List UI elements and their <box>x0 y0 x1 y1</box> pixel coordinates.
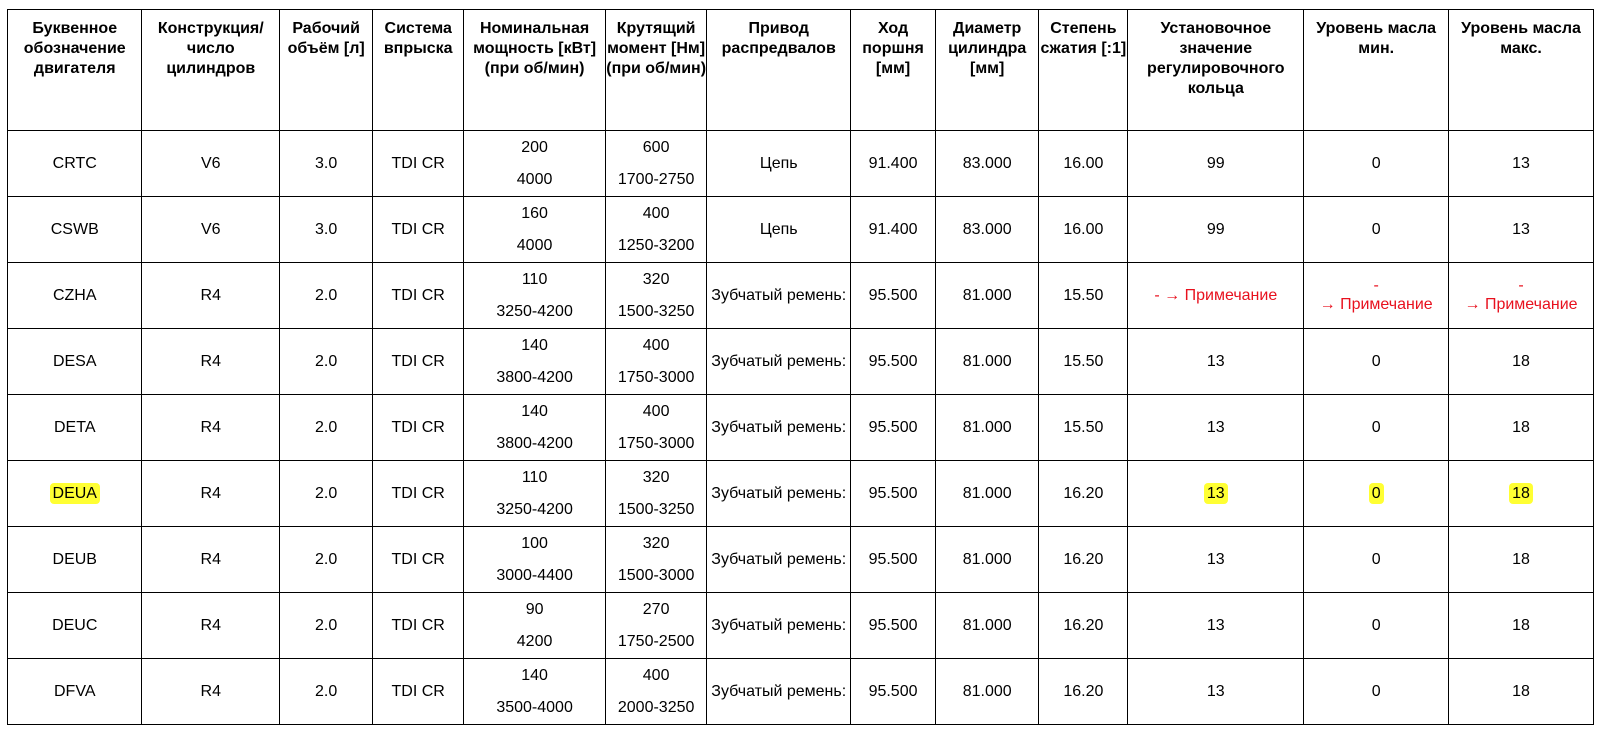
compression-cell: 15.50 <box>1039 263 1128 329</box>
power-cell-rpm: 3800-4200 <box>496 368 573 386</box>
power-cell-value: 110 <box>521 468 548 486</box>
engine-code-cell <box>8 461 142 527</box>
header-compression: Степень сжатия [:1] <box>1039 10 1128 131</box>
ring-setting-cell: 99 <box>1128 131 1304 197</box>
cam-drive-cell: Зубчатый ремень: <box>707 263 851 329</box>
oil-max-cell: 18 <box>1449 593 1594 659</box>
ring-setting-cell: 13 <box>1128 329 1304 395</box>
stroke-cell: 95.500 <box>851 527 936 593</box>
stroke-cell: 95.500 <box>851 461 936 527</box>
power-cell-value: 90 <box>525 600 544 618</box>
power-cell <box>464 197 606 263</box>
compression-cell: 16.20 <box>1039 461 1128 527</box>
bore-cell: 81.000 <box>935 527 1038 593</box>
header-engine-code: Буквенное обозначение двигателя <box>8 10 142 131</box>
volume-cell: 2.0 <box>280 329 373 395</box>
oil-min-cell-highlight: 0 <box>1369 483 1384 504</box>
power-cell-value: 100 <box>521 534 548 552</box>
oil-max-cell: 18 <box>1449 659 1594 725</box>
cam-drive-cell: Зубчатый ремень: <box>707 659 851 725</box>
torque-cell-rpm: 1500-3000 <box>617 566 695 584</box>
engine-code-cell: DEUB <box>8 527 142 593</box>
oil-min-cell: 0 <box>1304 131 1449 197</box>
note-dash: - <box>1518 276 1524 294</box>
power-cell-value: 140 <box>521 402 548 420</box>
note-text: → Примечание <box>1464 295 1578 313</box>
engine-specs-table <box>7 9 1594 725</box>
note-dash: - <box>1154 287 1160 304</box>
power-cell <box>464 263 606 329</box>
torque-cell <box>605 527 706 593</box>
cam-drive-cell: Цепь <box>707 131 851 197</box>
injection-cell: TDI CR <box>373 263 464 329</box>
cam-drive-cell: Зубчатый ремень: <box>707 527 851 593</box>
torque-cell-value: 320 <box>642 270 670 288</box>
power-cell <box>464 329 606 395</box>
design-cell: R4 <box>142 527 280 593</box>
table-row <box>8 395 1594 461</box>
note-text: → Примечание <box>1319 295 1433 313</box>
torque-cell <box>605 329 706 395</box>
engine-code-cell: DEUC <box>8 593 142 659</box>
torque-cell <box>605 395 706 461</box>
cam-drive-cell: Цепь <box>707 197 851 263</box>
stroke-cell: 91.400 <box>851 131 936 197</box>
power-cell-value: 200 <box>521 138 548 156</box>
stroke-cell: 95.500 <box>851 329 936 395</box>
torque-cell-value: 400 <box>642 666 670 684</box>
injection-cell: TDI CR <box>373 461 464 527</box>
engine-code-cell: DESA <box>8 329 142 395</box>
injection-cell: TDI CR <box>373 395 464 461</box>
oil-min-cell: 0 <box>1304 329 1449 395</box>
ring-setting-cell: 13 <box>1128 593 1304 659</box>
bore-cell: 83.000 <box>935 131 1038 197</box>
injection-cell: TDI CR <box>373 131 464 197</box>
injection-cell: TDI CR <box>373 329 464 395</box>
header-bore: Диаметр цилиндра [мм] <box>935 10 1038 131</box>
note-link[interactable] <box>1304 277 1448 315</box>
power-cell <box>464 395 606 461</box>
oil-max-cell: 18 <box>1449 329 1594 395</box>
note-link[interactable] <box>1154 287 1277 304</box>
power-cell-value: 140 <box>521 336 548 354</box>
power-cell-value: 140 <box>521 666 548 684</box>
bore-cell: 81.000 <box>935 329 1038 395</box>
engine-code-cell: CZHA <box>8 263 142 329</box>
oil-min-cell <box>1304 461 1449 527</box>
table-header-row <box>8 10 1594 131</box>
header-stroke: Ход поршня [мм] <box>851 10 936 131</box>
power-cell-value: 160 <box>521 204 548 222</box>
ring-setting-cell <box>1128 461 1304 527</box>
header-torque: Крутящий момент [Нм] (при об/мин) <box>605 10 706 131</box>
power-cell <box>464 659 606 725</box>
cam-drive-cell: Зубчатый ремень: <box>707 593 851 659</box>
design-cell: R4 <box>142 593 280 659</box>
table-row <box>8 197 1594 263</box>
stroke-cell: 95.500 <box>851 263 936 329</box>
torque-cell-rpm: 1750-3000 <box>617 434 695 452</box>
ring-setting-cell-highlight: 13 <box>1204 483 1228 504</box>
oil-min-cell: 0 <box>1304 659 1449 725</box>
injection-cell: TDI CR <box>373 659 464 725</box>
ring-setting-cell: 13 <box>1128 527 1304 593</box>
power-cell <box>464 527 606 593</box>
header-cam-drive: Привод распредвалов <box>707 10 851 131</box>
oil-min-cell: 0 <box>1304 593 1449 659</box>
ring-setting-cell <box>1128 263 1304 329</box>
torque-cell-rpm: 2000-3250 <box>617 698 695 716</box>
table-row <box>8 461 1594 527</box>
compression-cell: 16.00 <box>1039 131 1128 197</box>
compression-cell: 16.20 <box>1039 593 1128 659</box>
power-cell-rpm: 4000 <box>516 170 553 188</box>
power-cell <box>464 461 606 527</box>
power-cell-rpm: 3500-4000 <box>496 698 573 716</box>
volume-cell: 2.0 <box>280 395 373 461</box>
torque-cell-rpm: 1750-3000 <box>617 368 695 386</box>
power-cell-rpm: 4000 <box>516 236 553 254</box>
note-text: → Примечание <box>1164 287 1278 304</box>
oil-max-cell-highlight: 18 <box>1509 483 1533 504</box>
power-cell-rpm: 3800-4200 <box>496 434 573 452</box>
stroke-cell: 95.500 <box>851 659 936 725</box>
power-cell-rpm: 3250-4200 <box>496 302 573 320</box>
header-injection: Система впрыска <box>373 10 464 131</box>
injection-cell: TDI CR <box>373 197 464 263</box>
header-design: Конструкция/ число цилиндров <box>142 10 280 131</box>
engine-code-cell: DETA <box>8 395 142 461</box>
header-oil-max: Уровень масла макс. <box>1449 10 1594 131</box>
stroke-cell: 91.400 <box>851 197 936 263</box>
note-link[interactable] <box>1449 277 1593 315</box>
design-cell: V6 <box>142 131 280 197</box>
oil-max-cell: 13 <box>1449 131 1594 197</box>
oil-min-cell: 0 <box>1304 527 1449 593</box>
engine-code-cell-highlight: DEUA <box>50 483 100 504</box>
compression-cell: 15.50 <box>1039 395 1128 461</box>
torque-cell-rpm: 1500-3250 <box>617 302 695 320</box>
torque-cell <box>605 197 706 263</box>
oil-max-cell <box>1449 263 1594 329</box>
volume-cell: 3.0 <box>280 131 373 197</box>
design-cell: R4 <box>142 329 280 395</box>
bore-cell: 81.000 <box>935 593 1038 659</box>
bore-cell: 81.000 <box>935 461 1038 527</box>
ring-setting-cell: 13 <box>1128 659 1304 725</box>
design-cell: R4 <box>142 263 280 329</box>
design-cell: R4 <box>142 461 280 527</box>
torque-cell-value: 400 <box>642 204 670 222</box>
power-cell-rpm: 4200 <box>516 632 553 650</box>
torque-cell <box>605 593 706 659</box>
engine-code-cell: CSWB <box>8 197 142 263</box>
table-row <box>8 659 1594 725</box>
design-cell: R4 <box>142 659 280 725</box>
torque-cell-rpm: 1250-3200 <box>617 236 695 254</box>
torque-cell <box>605 659 706 725</box>
bore-cell: 81.000 <box>935 659 1038 725</box>
stroke-cell: 95.500 <box>851 395 936 461</box>
volume-cell: 3.0 <box>280 197 373 263</box>
power-cell-value: 110 <box>521 270 548 288</box>
torque-cell-value: 320 <box>642 468 670 486</box>
torque-cell-value: 270 <box>642 600 670 618</box>
power-cell <box>464 131 606 197</box>
power-cell-rpm: 3250-4200 <box>496 500 573 518</box>
torque-cell-value: 600 <box>642 138 670 156</box>
engine-data-sheet <box>7 9 1594 725</box>
volume-cell: 2.0 <box>280 263 373 329</box>
torque-cell-rpm: 1500-3250 <box>617 500 695 518</box>
design-cell: R4 <box>142 395 280 461</box>
oil-min-cell <box>1304 263 1449 329</box>
table-row <box>8 263 1594 329</box>
torque-cell <box>605 131 706 197</box>
cam-drive-cell: Зубчатый ремень: <box>707 395 851 461</box>
oil-max-cell: 18 <box>1449 395 1594 461</box>
table-body <box>8 131 1594 725</box>
table-row <box>8 131 1594 197</box>
compression-cell: 16.20 <box>1039 659 1128 725</box>
table-row <box>8 329 1594 395</box>
header-ring-setting: Установочное значение регулировочного кольца <box>1128 10 1304 131</box>
engine-code-cell: CRTC <box>8 131 142 197</box>
volume-cell: 2.0 <box>280 593 373 659</box>
compression-cell: 16.00 <box>1039 197 1128 263</box>
torque-cell <box>605 263 706 329</box>
power-cell <box>464 593 606 659</box>
oil-min-cell: 0 <box>1304 197 1449 263</box>
injection-cell: TDI CR <box>373 593 464 659</box>
cam-drive-cell: Зубчатый ремень: <box>707 461 851 527</box>
header-volume: Рабочий объём [л] <box>280 10 373 131</box>
torque-cell-value: 400 <box>642 402 670 420</box>
design-cell: V6 <box>142 197 280 263</box>
oil-min-cell: 0 <box>1304 395 1449 461</box>
compression-cell: 15.50 <box>1039 329 1128 395</box>
cam-drive-cell: Зубчатый ремень: <box>707 329 851 395</box>
torque-cell-value: 320 <box>642 534 670 552</box>
volume-cell: 2.0 <box>280 461 373 527</box>
table-row <box>8 527 1594 593</box>
stroke-cell: 95.500 <box>851 593 936 659</box>
note-dash: - <box>1373 276 1379 294</box>
engine-code-cell: DFVA <box>8 659 142 725</box>
header-oil-min: Уровень масла мин. <box>1304 10 1449 131</box>
bore-cell: 81.000 <box>935 263 1038 329</box>
volume-cell: 2.0 <box>280 527 373 593</box>
power-cell-rpm: 3000-4400 <box>496 566 573 584</box>
compression-cell: 16.20 <box>1039 527 1128 593</box>
torque-cell-rpm: 1700-2750 <box>617 170 695 188</box>
torque-cell <box>605 461 706 527</box>
oil-max-cell: 18 <box>1449 527 1594 593</box>
oil-max-cell: 13 <box>1449 197 1594 263</box>
header-power: Номинальная мощность [кВт] (при об/мин) <box>464 10 606 131</box>
oil-max-cell <box>1449 461 1594 527</box>
torque-cell-value: 400 <box>642 336 670 354</box>
volume-cell: 2.0 <box>280 659 373 725</box>
bore-cell: 81.000 <box>935 395 1038 461</box>
bore-cell: 83.000 <box>935 197 1038 263</box>
ring-setting-cell: 13 <box>1128 395 1304 461</box>
ring-setting-cell: 99 <box>1128 197 1304 263</box>
injection-cell: TDI CR <box>373 527 464 593</box>
table-row <box>8 593 1594 659</box>
torque-cell-rpm: 1750-2500 <box>617 632 695 650</box>
